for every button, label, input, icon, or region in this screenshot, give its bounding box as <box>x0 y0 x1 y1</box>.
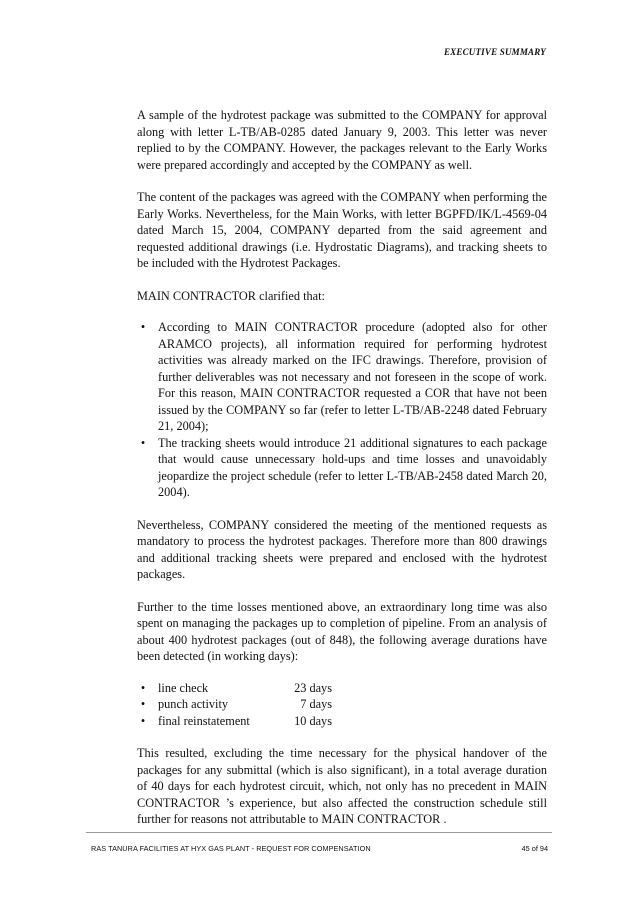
duration-value: 7 days <box>300 697 332 711</box>
paragraph-clarified-intro: MAIN CONTRACTOR clarified that: <box>137 288 325 303</box>
list-item <box>137 319 547 435</box>
paragraph-company-requests: Nevertheless, COMPANY considered the meeting of the mentioned requests as mandatory to process the hydrotest packages. Therefore more than 800 drawings and additional tracking sheets were prepared and enclosed with the hydrotest packages. <box>137 517 547 581</box>
bullet-icon: • <box>140 680 146 695</box>
document-body <box>137 107 547 844</box>
list-item <box>137 713 547 730</box>
list-item <box>137 435 547 501</box>
duration-label: final reinstatement <box>158 713 250 728</box>
paragraph-time-losses: Further to the time losses mentioned above, an extraordinary long time was also spent on managing the packages up to completion of pipeline. From an analysis of about 400 hydrotest packages (out of 848), the following average durations have been detected (in working days): <box>137 599 547 663</box>
clarification-list <box>137 319 547 501</box>
duration-list <box>137 680 547 730</box>
duration-label: punch activity <box>158 697 229 711</box>
paragraph-total-duration: This resulted, excluding the time necessary for the physical handover of the packages for any submittal (which is also significant), in a total average duration of 40 days for each hydrotest circuit, which, not only has no precedent in MAIN CONTRACTOR ’s experience, but also affected the construction schedule still further for reasons not attributable to MAIN CONTRACTOR . <box>137 746 547 826</box>
footer-document-title: RAS TANURA FACILITIES AT HYX GAS PLANT - REQUEST FOR COMPENSATION <box>91 844 371 853</box>
page-number: 45 of 94 <box>521 844 548 853</box>
paragraph-package-content: The content of the packages was agreed with the COMPANY when performing the Early Works. Nevertheless, for the Main Works, with letter BGPFD/IK/L-4569-04 dated March 15, 2004, COMPANY departed from the said agreement and requested additional drawings (i.e. Hydrostatic Diagrams), and tracking sheets to be included with the Hydrotest Packages. <box>137 190 547 270</box>
bullet-icon: • <box>140 713 146 728</box>
list-item-text: According to MAIN CONTRACTOR procedure (adopted also for other ARAMCO projects), all information required for performing hydrotest activities was already marked on the IFC drawings. Therefore, provision of further deliverables was not necessary and not foreseen in the scope of work. For this reason, MAIN CONTRACTOR requested a COR that have not been issued by the COMPANY so far (refer to letter L-TB/AB-2248 dated February 21, 2004); <box>158 320 547 433</box>
duration-label: line check <box>158 680 209 695</box>
section-header: EXECUTIVE SUMMARY <box>443 47 546 57</box>
paragraph-sample-submission: A sample of the hydrotest package was submitted to the COMPANY for approval along with letter L-TB/AB-0285 dated January 9, 2003. This letter was never replied to by the COMPANY. However, the packages relevant to the Early Works were prepared accordingly and accepted by the COMPANY as well. <box>137 108 547 172</box>
duration-value: 23 days <box>294 680 332 695</box>
bullet-icon: • <box>140 320 146 334</box>
duration-value: 10 days <box>294 713 332 728</box>
bullet-icon: • <box>140 435 146 450</box>
list-item <box>137 696 547 713</box>
bullet-icon: • <box>140 697 146 711</box>
list-item <box>137 680 547 697</box>
list-item-text: The tracking sheets would introduce 21 additional signatures to each package that would cause unnecessary hold-ups and time losses and unavoidably jeopardize the project schedule (refer to letter L-TB/AB-2458 dated March 20, 2004). <box>158 435 547 499</box>
footer-divider <box>86 832 552 833</box>
